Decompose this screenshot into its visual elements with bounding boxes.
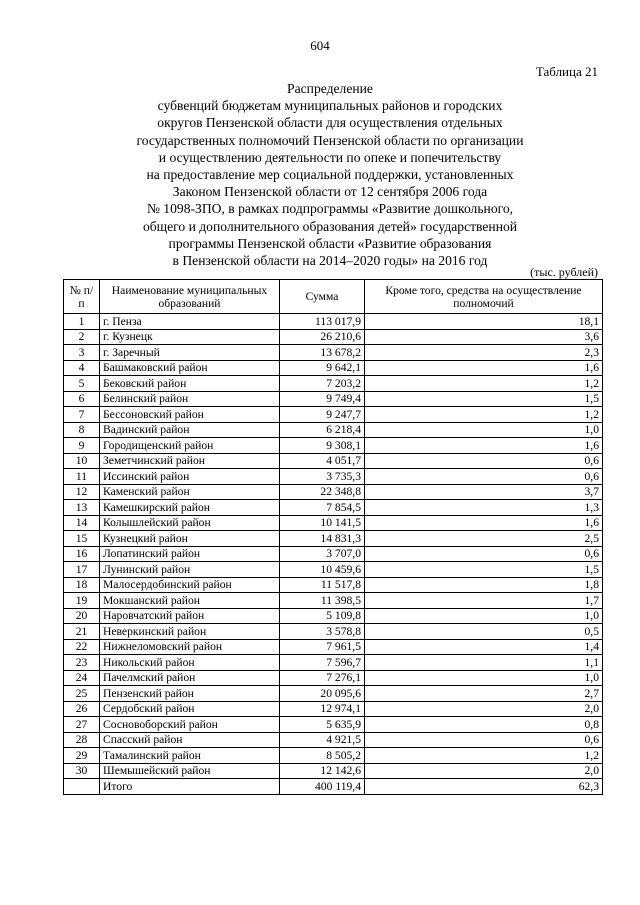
row-name: Шемышейский район [100, 763, 280, 779]
total-label: Итого [100, 779, 280, 795]
row-number: 17 [64, 562, 100, 578]
table-row [64, 391, 603, 407]
table-row [64, 593, 603, 609]
document-title [60, 80, 600, 269]
row-sum: 13 678,2 [280, 345, 365, 361]
row-number: 28 [64, 732, 100, 748]
row-name: Бековский район [100, 376, 280, 392]
row-sum: 6 218,4 [280, 422, 365, 438]
row-number: 6 [64, 391, 100, 407]
row-extra: 1,2 [365, 376, 603, 392]
row-name: Вадинский район [100, 422, 280, 438]
row-extra: 1,6 [365, 360, 603, 376]
title-line: государственных полномочий Пензенской области по организации [136, 132, 524, 148]
row-name: Белинский район [100, 391, 280, 407]
table-row [64, 345, 603, 361]
row-name: Пачелмский район [100, 670, 280, 686]
row-name: г. Кузнецк [100, 329, 280, 345]
table-row [64, 639, 603, 655]
table-row [64, 748, 603, 764]
title-line: на предоставление мер социальной поддержки, установленных [146, 167, 514, 183]
title-line: Распределение [287, 81, 373, 96]
table-row [64, 732, 603, 748]
row-number: 12 [64, 484, 100, 500]
units-label: (тыс. рублей) [530, 265, 598, 279]
row-extra: 0,6 [365, 469, 603, 485]
row-number: 9 [64, 438, 100, 454]
row-sum: 113 017,9 [280, 314, 365, 330]
row-sum: 22 348,8 [280, 484, 365, 500]
title-line: программы Пензенской области «Развитие образования [168, 235, 492, 251]
row-name: Иссинский район [100, 469, 280, 485]
table-row [64, 701, 603, 717]
row-sum: 9 642,1 [280, 360, 365, 376]
row-extra: 2,7 [365, 686, 603, 702]
row-extra: 1,8 [365, 577, 603, 593]
row-extra: 1,6 [365, 438, 603, 454]
table-row [64, 453, 603, 469]
row-name: Бессоновский район [100, 407, 280, 423]
row-name: Никольский район [100, 655, 280, 671]
row-name: Лунинский район [100, 562, 280, 578]
row-extra: 2,5 [365, 531, 603, 547]
row-name: Сосновоборский район [100, 717, 280, 733]
row-sum: 7 961,5 [280, 639, 365, 655]
row-number: 27 [64, 717, 100, 733]
row-number: 5 [64, 376, 100, 392]
row-extra: 1,1 [365, 655, 603, 671]
row-sum: 5 635,9 [280, 717, 365, 733]
row-number: 25 [64, 686, 100, 702]
title-line: в Пензенской области на 2014–2020 годы» на 2016 год [172, 253, 488, 269]
title-line: субвенций бюджетам муниципальных районов и городских [157, 98, 503, 114]
row-name: Малосердобинский район [100, 577, 280, 593]
row-name: Городищенский район [100, 438, 280, 454]
row-number: 15 [64, 531, 100, 547]
row-sum: 8 505,2 [280, 748, 365, 764]
row-sum: 14 831,3 [280, 531, 365, 547]
row-name: Лопатинский район [100, 546, 280, 562]
row-sum: 26 210,6 [280, 329, 365, 345]
table-row [64, 407, 603, 423]
row-number: 16 [64, 546, 100, 562]
row-number: 13 [64, 500, 100, 516]
row-sum: 10 141,5 [280, 515, 365, 531]
header-num: № п/п [64, 280, 100, 314]
row-extra: 3,7 [365, 484, 603, 500]
row-name: Башмаковский район [100, 360, 280, 376]
row-number: 11 [64, 469, 100, 485]
table-row [64, 515, 603, 531]
table-row [64, 422, 603, 438]
table-number: Таблица 21 [535, 64, 598, 79]
header-sum: Сумма [280, 280, 365, 314]
distribution-table [63, 279, 603, 795]
table-body [64, 314, 603, 779]
row-extra: 1,0 [365, 608, 603, 624]
title-line: № 1098-ЗПО, в рамках подпрограммы «Развитие дошкольного, [146, 201, 514, 217]
row-extra: 1,3 [365, 500, 603, 516]
row-extra: 1,2 [365, 407, 603, 423]
total-row [64, 779, 603, 795]
row-sum: 4 051,7 [280, 453, 365, 469]
row-number: 1 [64, 314, 100, 330]
table-row [64, 531, 603, 547]
row-sum: 11 517,8 [280, 577, 365, 593]
row-name: Сердобский район [100, 701, 280, 717]
row-number: 18 [64, 577, 100, 593]
table-row [64, 763, 603, 779]
row-number: 21 [64, 624, 100, 640]
table-row [64, 469, 603, 485]
row-number: 26 [64, 701, 100, 717]
row-number: 8 [64, 422, 100, 438]
row-extra: 1,5 [365, 391, 603, 407]
row-extra: 0,6 [365, 546, 603, 562]
row-sum: 12 142,6 [280, 763, 365, 779]
row-number: 22 [64, 639, 100, 655]
table-row [64, 546, 603, 562]
row-extra: 0,6 [365, 453, 603, 469]
table-row [64, 484, 603, 500]
row-sum: 20 095,6 [280, 686, 365, 702]
row-sum: 9 308,1 [280, 438, 365, 454]
row-number: 14 [64, 515, 100, 531]
table-row [64, 438, 603, 454]
table-row [64, 500, 603, 516]
row-extra: 1,5 [365, 562, 603, 578]
row-sum: 5 109,8 [280, 608, 365, 624]
total-num-cell [64, 779, 100, 795]
row-sum: 7 203,2 [280, 376, 365, 392]
table-row [64, 608, 603, 624]
row-sum: 9 749,4 [280, 391, 365, 407]
row-extra: 1,0 [365, 670, 603, 686]
title-line: общего и дополнительного образования детей» государственной [142, 218, 518, 234]
row-number: 29 [64, 748, 100, 764]
table-row [64, 329, 603, 345]
row-extra: 1,2 [365, 748, 603, 764]
table-header-row [64, 280, 603, 314]
row-extra: 2,0 [365, 763, 603, 779]
page-number: 604 [310, 38, 330, 53]
header-extra: Кроме того, средства на осуществление полномочий [365, 280, 603, 314]
row-number: 20 [64, 608, 100, 624]
row-extra: 0,5 [365, 624, 603, 640]
row-name: Тамалинский район [100, 748, 280, 764]
title-line: и осуществлению деятельности по опеке и попечительству [158, 149, 502, 165]
row-number: 3 [64, 345, 100, 361]
row-sum: 3 578,8 [280, 624, 365, 640]
total-sum: 400 119,4 [280, 779, 365, 795]
row-name: г. Пенза [100, 314, 280, 330]
row-name: Каменский район [100, 484, 280, 500]
table-row [64, 376, 603, 392]
row-extra: 0,8 [365, 717, 603, 733]
row-number: 7 [64, 407, 100, 423]
row-extra: 2,0 [365, 701, 603, 717]
row-extra: 1,6 [365, 515, 603, 531]
row-number: 30 [64, 763, 100, 779]
row-name: Колышлейский район [100, 515, 280, 531]
row-name: Кузнецкий район [100, 531, 280, 547]
row-name: Камешкирский район [100, 500, 280, 516]
row-extra: 0,6 [365, 732, 603, 748]
row-name: Мокшанский район [100, 593, 280, 609]
row-sum: 3 735,3 [280, 469, 365, 485]
row-name: Неверкинский район [100, 624, 280, 640]
title-line: Законом Пензенской области от 12 сентября 2006 года [172, 184, 488, 200]
table-row [64, 360, 603, 376]
table-row [64, 686, 603, 702]
row-name: Земетчинский район [100, 453, 280, 469]
row-name: Нижнеломовский район [100, 639, 280, 655]
table-row [64, 717, 603, 733]
row-extra: 18,1 [365, 314, 603, 330]
row-sum: 3 707,0 [280, 546, 365, 562]
row-sum: 7 276,1 [280, 670, 365, 686]
total-extra: 62,3 [365, 779, 603, 795]
row-sum: 4 921,5 [280, 732, 365, 748]
row-extra: 2,3 [365, 345, 603, 361]
row-name: Наровчатский район [100, 608, 280, 624]
title-line: округов Пензенской области для осуществления отдельных [157, 115, 503, 131]
row-number: 2 [64, 329, 100, 345]
table-row [64, 670, 603, 686]
row-extra: 1,7 [365, 593, 603, 609]
row-number: 10 [64, 453, 100, 469]
row-extra: 1,0 [365, 422, 603, 438]
row-number: 19 [64, 593, 100, 609]
row-number: 23 [64, 655, 100, 671]
row-sum: 7 854,5 [280, 500, 365, 516]
row-name: Пензенский район [100, 686, 280, 702]
row-sum: 10 459,6 [280, 562, 365, 578]
row-extra: 1,4 [365, 639, 603, 655]
table-row [64, 562, 603, 578]
row-name: Спасский район [100, 732, 280, 748]
row-name: г. Заречный [100, 345, 280, 361]
header-name: Наименование муниципальных образований [100, 280, 280, 314]
row-sum: 7 596,7 [280, 655, 365, 671]
table-row [64, 314, 603, 330]
table-row [64, 624, 603, 640]
row-sum: 9 247,7 [280, 407, 365, 423]
row-number: 24 [64, 670, 100, 686]
row-extra: 3,6 [365, 329, 603, 345]
table-row [64, 577, 603, 593]
table-row [64, 655, 603, 671]
row-number: 4 [64, 360, 100, 376]
row-sum: 12 974,1 [280, 701, 365, 717]
row-sum: 11 398,5 [280, 593, 365, 609]
